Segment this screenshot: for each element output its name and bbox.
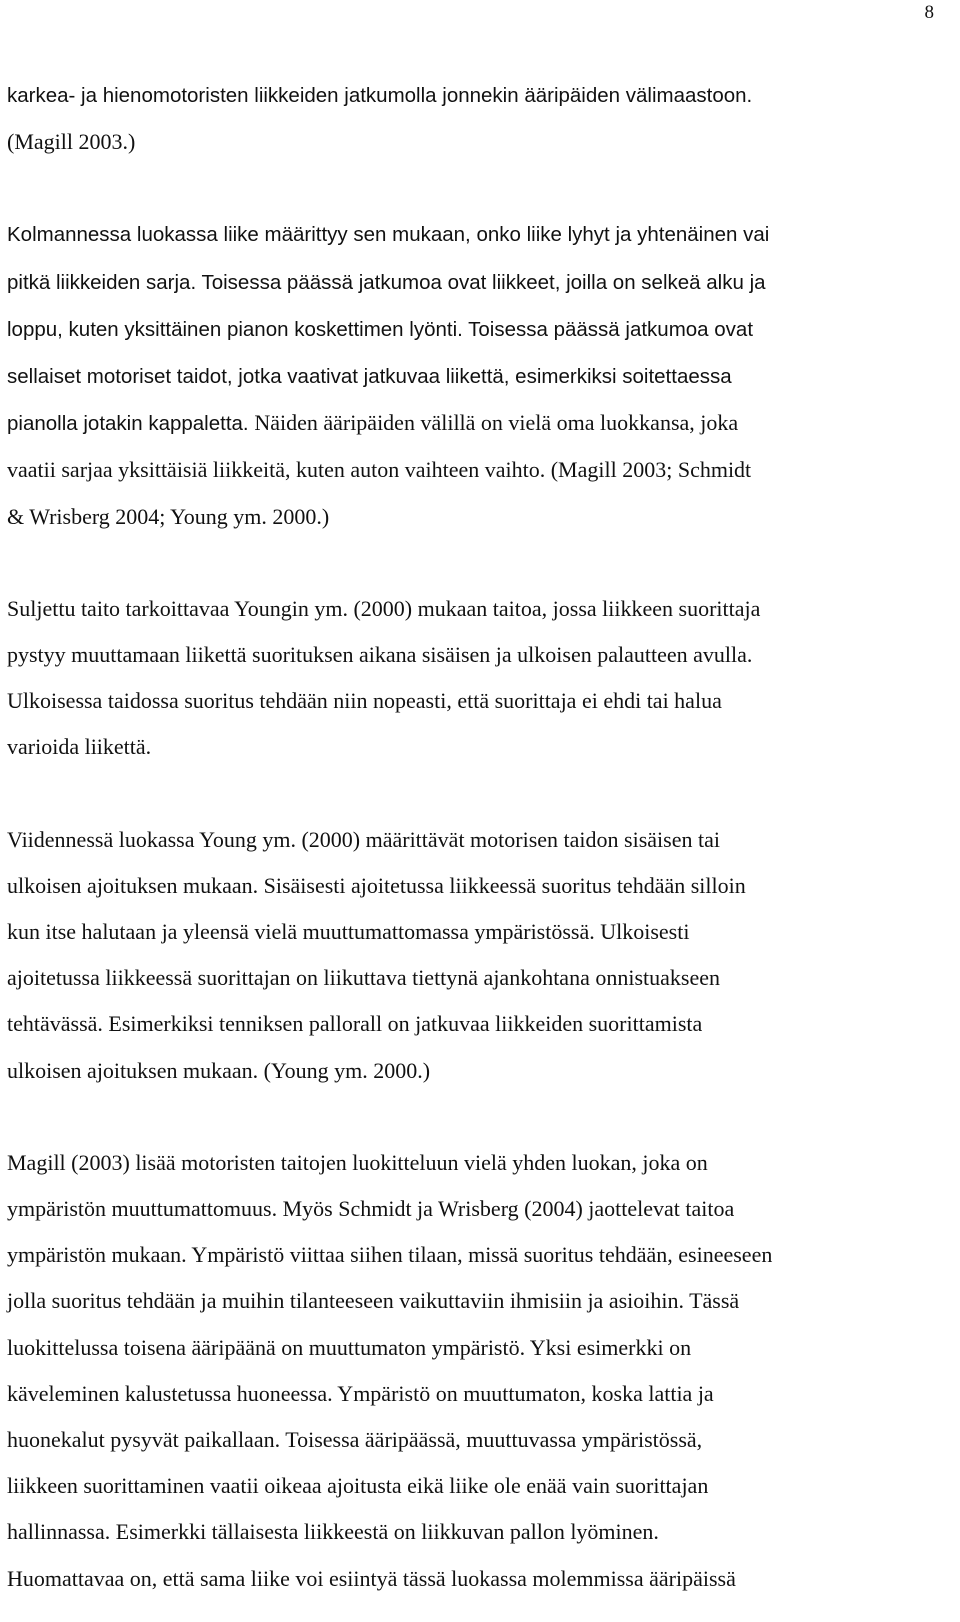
text-segment: ulkoisen ajoituksen mukaan. Sisäisesti ajoitetussa liikkeessä suoritus tehdään silloin (7, 872, 746, 898)
text-segment: ajoitetussa liikkeessä suorittajan on liikuttava tiettynä ajankohtana onnistuakseen (7, 965, 720, 991)
page-number: 8 (924, 2, 934, 23)
text-line (7, 494, 937, 540)
text-segment: pystyy muuttamaan liikettä suorituksen aikana sisäisen ja ulkoisen palautteen avulla. (7, 642, 753, 668)
text-segment: vaatii sarjaa yksittäisiä liikkeitä, kuten auton vaihteen vaihto. (Magill 2003; Schmidt (7, 457, 752, 483)
text-segment: Näiden ääripäiden välillä on vielä oma luokkansa, joka (254, 410, 739, 436)
text-segment: sellaiset motoriset taidot, jotka vaativat jatkuvaa liikettä, esimerkiksi soitettaessa (7, 365, 732, 389)
text-segment: Magill (2003) lisää motoristen taitojen luokitteluun vielä yhden luokan, joka on (7, 1149, 708, 1175)
text-line (7, 724, 937, 770)
body-text (7, 72, 937, 1602)
text-segment: tehtävässä. Esimerkiksi tenniksen pallorall on jatkuvaa liikkeiden suorittamista (7, 1011, 703, 1037)
text-segment: huonekalut pysyvät paikallaan. Toisessa ääripäässä, muuttuvassa ympäristössä, (7, 1427, 703, 1453)
text-line (7, 259, 937, 306)
text-line (7, 1001, 937, 1047)
text-line (7, 1417, 937, 1463)
text-line (7, 1048, 937, 1094)
text-segment: Kolmannessa luokassa liike määrittyy sen mukaan, onko liike lyhyt ja yhtenäinen vai (7, 223, 770, 247)
text-segment: ympäristön mukaan. Ympäristö viittaa siihen tilaan, missä suoritus tehdään, esineeseen (7, 1242, 773, 1268)
text-segment: ympäristön muuttumattomuus. Myös Schmidt ja Wrisberg (2004) jaottelevat taitoa (7, 1196, 735, 1222)
text-segment: Ulkoisessa taidossa suoritus tehdään niin nopeasti, että suorittaja ei ehdi tai halua (7, 688, 722, 714)
text-line (7, 909, 937, 955)
text-line (7, 1278, 937, 1324)
text-line (7, 1325, 937, 1371)
text-segment: & Wrisberg 2004; Young ym. 2000.) (7, 503, 330, 529)
text-segment: pianolla jotakin kappaletta. (7, 412, 255, 436)
text-segment: ulkoisen ajoituksen mukaan. (Young ym. 2000.) (7, 1057, 431, 1083)
text-segment: hallinnassa. Esimerkki tällaisesta liikkeestä on liikkuvan pallon lyöminen. (7, 1519, 659, 1545)
text-segment: Viidennessä luokassa Young ym. (2000) määrittävät motorisen taidon sisäisen tai (7, 826, 720, 852)
paragraph (7, 72, 937, 165)
text-line (7, 1556, 937, 1602)
text-segment: loppu, kuten yksittäinen pianon koskettimen lyönti. Toisessa päässä jatkumoa ovat (7, 317, 754, 341)
paragraph (7, 1140, 937, 1602)
text-segment: Suljettu taito tarkoittavaa Youngin ym. (2000) mukaan taitoa, jossa liikkeen suorittaja (7, 595, 761, 621)
text-line (7, 1140, 937, 1186)
text-line (7, 1232, 937, 1278)
text-line (7, 119, 937, 165)
text-segment: (Magill 2003.) (7, 129, 136, 155)
text-segment: pitkä liikkeiden sarja. Toisessa päässä jatkumoa ovat liikkeet, joilla on selkeä alku ja (7, 270, 766, 294)
text-line (7, 1463, 937, 1509)
text-line (7, 955, 937, 1001)
text-segment: liikkeen suorittaminen vaatii oikeaa ajoitusta eikä liike ole enää vain suorittajan (7, 1473, 709, 1499)
text-segment: kun itse halutaan ja yleensä vielä muuttumattomassa ympäristössä. Ulkoisesti (7, 919, 690, 945)
text-line (7, 400, 937, 447)
text-line (7, 678, 937, 724)
text-line (7, 863, 937, 909)
text-line (7, 447, 937, 493)
text-segment: Huomattavaa on, että sama liike voi esiintyä tässä luokassa molemmissa ääripäissä (7, 1565, 736, 1591)
text-line (7, 306, 937, 353)
text-line (7, 586, 937, 632)
text-line (7, 1509, 937, 1555)
text-segment: jolla suoritus tehdään ja muihin tilanteeseen vaikuttaviin ihmisiin ja asioihin. Tässä (7, 1288, 740, 1314)
paragraph (7, 586, 937, 771)
text-segment: karkea- ja hienomotoristen liikkeiden jatkumolla jonnekin ääripäiden välimaastoon. (7, 84, 753, 107)
text-segment: luokittelussa toisena ääripäänä on muuttumaton ympäristö. Yksi esimerkki on (7, 1334, 692, 1360)
text-line (7, 211, 937, 258)
text-line (7, 353, 937, 400)
text-line (7, 817, 937, 863)
text-line (7, 1371, 937, 1417)
text-segment: käveleminen kalustetussa huoneessa. Ympäristö on muuttumaton, koska lattia ja (7, 1380, 714, 1406)
paragraph (7, 817, 937, 1094)
text-line (7, 632, 937, 678)
paragraph (7, 211, 937, 539)
text-line (7, 72, 937, 119)
text-line (7, 1186, 937, 1232)
text-segment: varioida liikettä. (7, 734, 152, 760)
